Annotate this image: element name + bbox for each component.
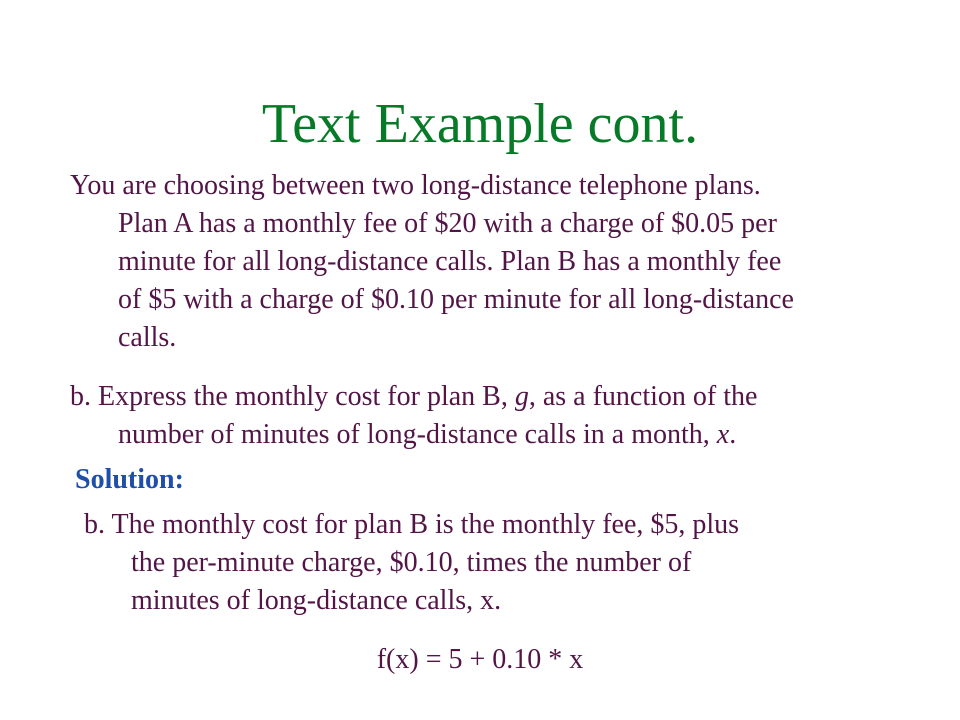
part-b-variable-g: g bbox=[514, 381, 529, 412]
solution-text bbox=[84, 506, 739, 620]
slide-title: Text Example cont. bbox=[261, 93, 699, 155]
problem-line: minute for all long-distance calls. Plan B has a monthly fee bbox=[118, 246, 782, 277]
part-b-text: . bbox=[729, 419, 737, 450]
part-b-text: number of minutes of long-distance calls in a month, bbox=[118, 419, 717, 450]
part-b-line-2 bbox=[70, 416, 757, 454]
solution-line: minutes of long-distance calls, x. bbox=[131, 585, 502, 616]
solution-line: b. The monthly cost for plan B is the monthly fee, $5, plus bbox=[84, 509, 740, 540]
part-b-line-1 bbox=[70, 378, 757, 416]
problem-line: You are choosing between two long-distance telephone plans. bbox=[70, 170, 761, 201]
part-b-text: b. Express the monthly cost for plan B, bbox=[70, 381, 515, 412]
formula bbox=[0, 641, 960, 679]
problem-line: of $5 with a charge of $0.10 per minute for all long-distance bbox=[118, 284, 794, 315]
problem-statement bbox=[70, 167, 794, 357]
part-b-question bbox=[70, 378, 757, 454]
part-b-variable-x: x bbox=[716, 419, 730, 450]
formula-text: f(x) = 5 + 0.10 * x bbox=[376, 644, 584, 675]
part-b-text: , as a function of the bbox=[528, 381, 758, 412]
solution-line: the per-minute charge, $0.10, times the number of bbox=[131, 547, 692, 578]
problem-line: Plan A has a monthly fee of $20 with a charge of $0.05 per bbox=[118, 208, 777, 239]
solution-label: Solution: bbox=[75, 464, 184, 495]
problem-line: calls. bbox=[118, 322, 177, 353]
